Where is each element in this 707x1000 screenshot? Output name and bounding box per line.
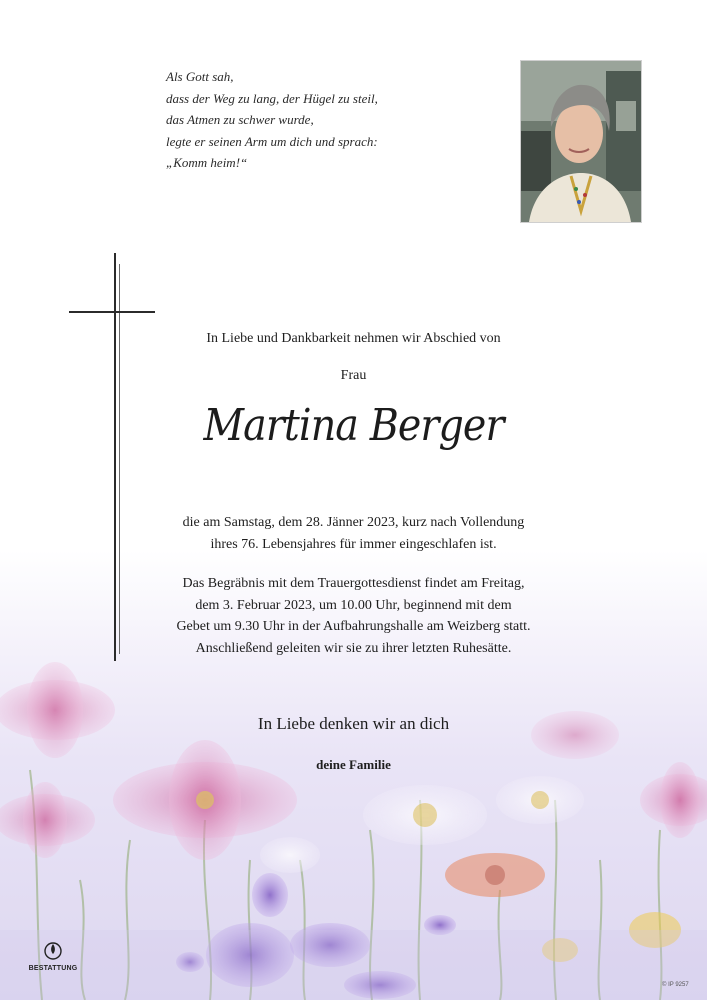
funeral-line: Gebet um 9.30 Uhr in der Aufbahrungshalle am Weizberg statt. xyxy=(176,619,531,634)
deceased-portrait-photo xyxy=(520,60,642,223)
closing-line: In Liebe denken wir an dich xyxy=(257,714,450,733)
funeral-home-logo xyxy=(26,940,80,972)
flower-meadow-background xyxy=(0,600,707,1000)
deceased-name: Martina Berger xyxy=(203,400,504,451)
poem-line: dass der Weg zu lang, der Hügel zu steil, xyxy=(166,90,378,106)
death-announcement xyxy=(0,512,707,555)
poem-line: Als Gott sah, xyxy=(166,69,234,84)
pink-cosmos-flower-left xyxy=(0,662,115,758)
print-code: © IP 9257 xyxy=(662,982,689,988)
cross-horizontal-bar xyxy=(69,311,155,313)
funeral-line: Anschließend geleiten wir sie zu ihrer letzten Ruhesätte. xyxy=(195,640,512,656)
logo-text: BESTATTUNG xyxy=(28,965,78,972)
funeral-line: dem 3. Februar 2023, um 10.00 Uhr, beginnend mit dem xyxy=(195,597,512,613)
salutation: Frau xyxy=(340,368,367,383)
poem-line: „Komm heim!“ xyxy=(166,155,248,171)
poem-line: das Atmen zu schwer wurde, xyxy=(166,112,314,128)
memorial-poem xyxy=(166,66,378,174)
candle-flame-icon xyxy=(43,940,63,960)
funeral-line: Das Begräbnis mit dem Trauergottesdienst findet am Freitag, xyxy=(182,576,525,591)
death-line: die am Samstag, dem 28. Jänner 2023, kurz nach Vollendung xyxy=(182,515,525,530)
funeral-details xyxy=(0,573,707,659)
death-line: ihres 76. Lebensjahres für immer eingeschlafen ist. xyxy=(210,536,497,552)
poem-line: legte er seinen Arm um dich und sprach: xyxy=(166,133,378,149)
farewell-intro: In Liebe und Dankbarkeit nehmen wir Abschied von xyxy=(206,331,501,346)
family-signature: deine Familie xyxy=(316,757,391,772)
